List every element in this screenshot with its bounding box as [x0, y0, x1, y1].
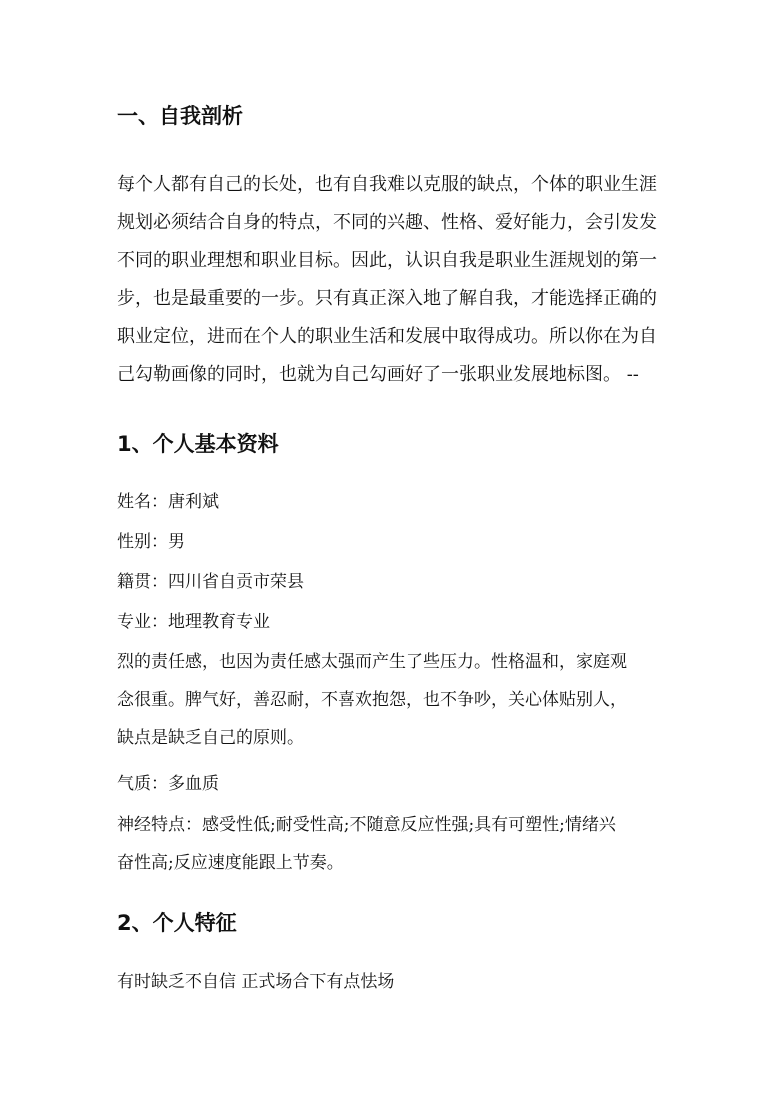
features-heading: 2、个人特征 — [117, 911, 237, 935]
intro-line: 己勾勒画像的同时，也就为自己勾画好了一张职业发展地标图。 -- — [117, 364, 639, 385]
nerve-line: 奋性高;反应速度能跟上节奏。 — [117, 853, 344, 873]
intro-line: 每个人都有自己的长处，也有自我难以克服的缺点，个体的职业生涯 — [117, 174, 657, 195]
intro-paragraph — [117, 166, 662, 394]
basic-info-heading: 1、个人基本资料 — [117, 432, 279, 456]
intro-line: 规划必须结合自身的特点，不同的兴趣、性格、爱好能力，会引发发 — [117, 212, 657, 233]
features-text: 有时缺乏不自信 正式场合下有点怯场 — [117, 972, 395, 992]
personality-line: 烈的责任感，也因为责任感太强而产生了些压力。性格温和，家庭观 — [117, 652, 627, 672]
temperament-field: 气质：多血质 — [117, 774, 219, 794]
personality-line: 缺点是缺乏自己的原则。 — [117, 728, 304, 748]
major-field: 专业：地理教育专业 — [117, 612, 270, 632]
origin-field: 籍贯：四川省自贡市荣县 — [117, 572, 304, 592]
section-heading: 一、自我剖析 — [117, 104, 243, 128]
intro-line: 职业定位，进而在个人的职业生活和发展中取得成功。所以你在为自 — [117, 326, 657, 347]
nerve-line: 神经特点：感受性低;耐受性高;不随意反应性强;具有可塑性;情绪兴 — [117, 815, 616, 835]
nerve-paragraph — [117, 806, 616, 882]
personality-line: 念很重。脾气好，善忍耐，不喜欢抱怨，也不争吵，关心体贴别人， — [117, 690, 627, 710]
gender-field: 性别：男 — [117, 532, 185, 552]
intro-line: 步，也是最重要的一步。只有真正深入地了解自我，才能选择正确的 — [117, 288, 657, 309]
name-field: 姓名：唐利斌 — [117, 492, 219, 512]
personality-paragraph — [117, 643, 627, 757]
intro-line: 不同的职业理想和职业目标。因此，认识自我是职业生涯规划的第一 — [117, 250, 657, 271]
